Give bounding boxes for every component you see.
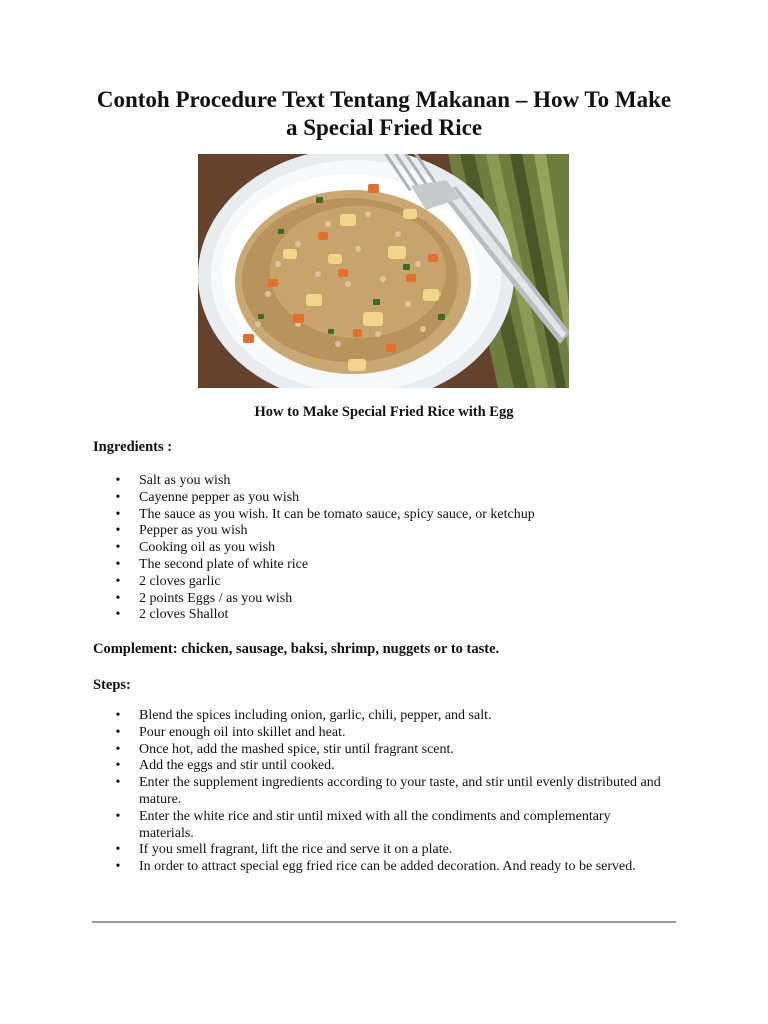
ingredient-text: The sauce as you wish. It can be tomato sauce, spicy sauce, or ketchup bbox=[139, 506, 535, 522]
step-text: If you smell fragrant, lift the rice and serve it on a plate. bbox=[139, 842, 453, 858]
step-text: Enter the white rice and stir until mixed with all the condiments and complementary materials. bbox=[139, 808, 611, 841]
ingredient-text: Pepper as you wish bbox=[139, 523, 248, 539]
list-item bbox=[93, 574, 663, 591]
ingredient-text: 2 points Eggs / as you wish bbox=[139, 590, 293, 606]
step-text: Pour enough oil into skillet and heat. bbox=[139, 724, 346, 740]
step-text: Once hot, add the mashed spice, stir until fragrant scent. bbox=[139, 741, 454, 757]
bullet-icon: • bbox=[115, 758, 121, 774]
ingredient-text: 2 cloves Shallot bbox=[139, 607, 229, 623]
list-item bbox=[93, 809, 663, 843]
image-caption: How to Make Special Fried Rice with Egg bbox=[254, 404, 514, 420]
bullet-icon: • bbox=[115, 573, 121, 589]
bullet-icon: • bbox=[115, 842, 121, 858]
bullet-icon: • bbox=[115, 724, 121, 740]
step-text: In order to attract special egg fried rice can be added decoration. And ready to be served. bbox=[139, 859, 636, 875]
footer-divider bbox=[92, 921, 676, 923]
complement-text: Complement: chicken, sausage, baksi, shrimp, nuggets or to taste. bbox=[93, 641, 500, 657]
ingredient-text: 2 cloves garlic bbox=[139, 573, 221, 589]
steps-list bbox=[93, 708, 663, 876]
step-text: Blend the spices including onion, garlic, chili, pepper, and salt. bbox=[139, 708, 492, 723]
list-item bbox=[93, 742, 663, 759]
list-item bbox=[93, 842, 663, 859]
bullet-icon: • bbox=[115, 523, 121, 539]
list-item bbox=[93, 523, 663, 540]
bullet-icon: • bbox=[115, 590, 121, 606]
ingredients-heading: Ingredients : bbox=[93, 439, 173, 455]
list-item bbox=[93, 859, 663, 876]
list-item bbox=[93, 557, 663, 574]
list-item bbox=[93, 725, 663, 742]
list-item bbox=[93, 758, 663, 775]
bullet-icon: • bbox=[115, 607, 121, 623]
bullet-icon: • bbox=[115, 473, 121, 488]
ingredients-list bbox=[93, 473, 663, 624]
list-item bbox=[93, 708, 663, 725]
bullet-icon: • bbox=[115, 540, 121, 556]
list-item bbox=[93, 775, 663, 809]
fried-rice-photo bbox=[198, 154, 569, 388]
bullet-icon: • bbox=[115, 741, 121, 757]
list-item bbox=[93, 507, 663, 524]
ingredient-text: Cooking oil as you wish bbox=[139, 540, 276, 556]
step-text: Add the eggs and stir until cooked. bbox=[139, 758, 335, 774]
bullet-icon: • bbox=[115, 489, 121, 505]
ingredient-text: The second plate of white rice bbox=[139, 556, 309, 572]
document-title: Contoh Procedure Text Tentang Makanan – How To Make a Special Fried Rice bbox=[96, 87, 672, 140]
list-item bbox=[93, 490, 663, 507]
bullet-icon: • bbox=[115, 506, 121, 522]
list-item bbox=[93, 607, 663, 624]
step-text: Enter the supplement ingredients according to your taste, and stir until evenly distributed and mature. bbox=[139, 775, 661, 807]
list-item bbox=[93, 540, 663, 557]
bullet-icon: • bbox=[115, 808, 121, 824]
list-item bbox=[93, 591, 663, 608]
bullet-icon: • bbox=[115, 556, 121, 572]
ingredient-text: Salt as you wish bbox=[139, 473, 231, 488]
bullet-icon: • bbox=[115, 775, 121, 791]
list-item bbox=[93, 473, 663, 490]
steps-heading: Steps: bbox=[93, 677, 131, 693]
bullet-icon: • bbox=[115, 859, 121, 875]
ingredient-text: Cayenne pepper as you wish bbox=[139, 489, 300, 505]
bullet-icon: • bbox=[115, 708, 121, 723]
